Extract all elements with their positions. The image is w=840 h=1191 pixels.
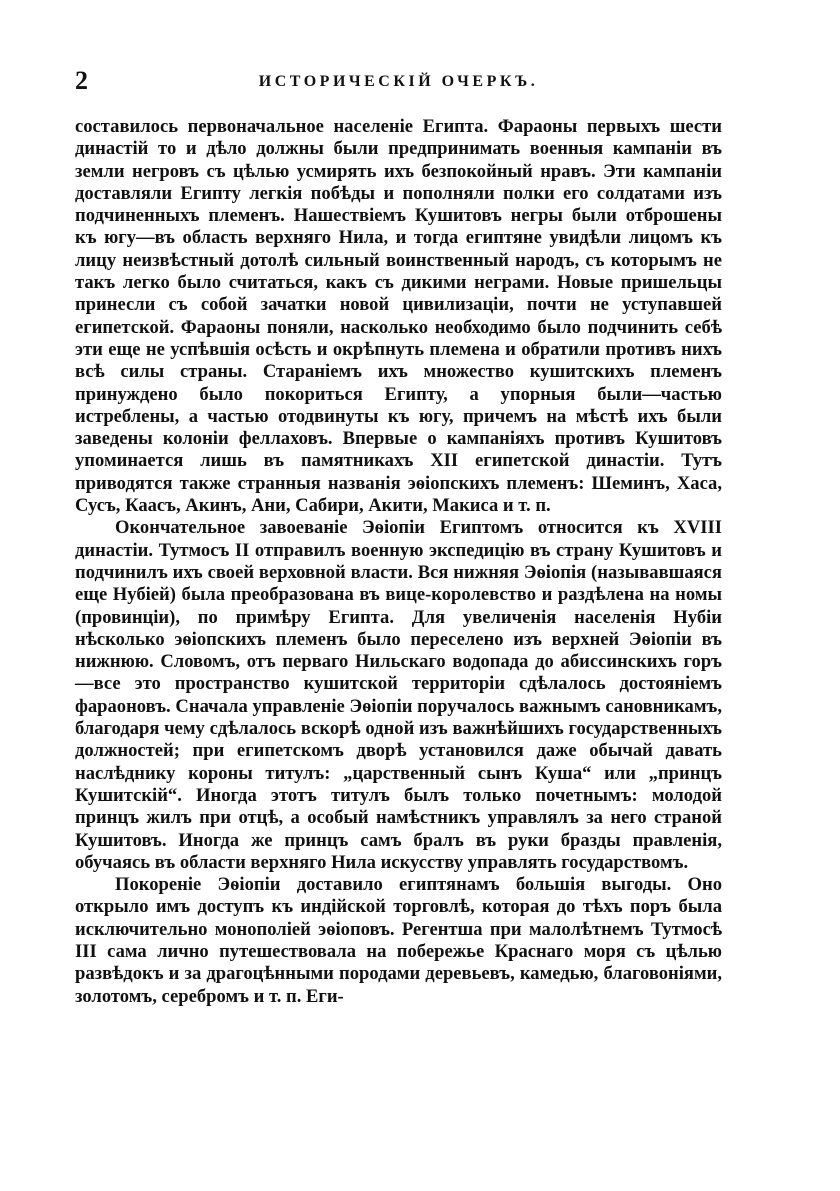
paragraph-1: составилось первоначальное населеніе Египта. Фараоны первыхъ шести династій то и дѣло должны были предпринимать военныя кампаніи въ земли негровъ съ цѣлью усмирять ихъ безпокойный нравъ. Эти кампаніи доставляли Египту легкія побѣды и пополняли полки его солдатами изъ подчиненныхъ племенъ. Нашествіемъ Кушитовъ негры были отброшены къ югу—въ область верхняго Нила, и тогда египтяне увидѣли лицомъ къ лицу неизвѣстный дотолѣ сильный воинственный народъ, съ которымъ не такъ легко было считаться, какъ съ дикими неграми. Новые пришельцы принесли съ собой зачатки новой цивилизаціи, почти не уступавшей египетской. Фараоны поняли, насколько необходимо было подчинить себѣ эти еще не успѣвшія осѣсть и окрѣпнуть племена и обратили противъ нихъ всѣ силы страны. Стараніемъ ихъ множество кушитскихъ племенъ принуждено было покориться Египту, а упорныя были—частью истреблены, а частью отодвинуты къ югу, причемъ на мѣстѣ ихъ были заведены колоніи феллаховъ. Впервые о кампаніяхъ противъ Кушитовъ упоминается лишь въ памятникахъ XII египетской династіи. Тутъ приводятся также странныя названія эѳіопскихъ племенъ: Шеминъ, Хаса, Сусъ, Каасъ, Акинъ, Ани, Сабири, Акити, Макиса и т. п. — [75, 116, 722, 517]
paragraph-3: Покореніе Эѳіопіи доставило египтянамъ большія выгоды. Оно открыло имъ доступъ къ индійской торговлѣ, которая до тѣхъ поръ была исключительно монополіей эѳіоповъ. Регентша при малолѣтнемъ Тутмосѣ III сама лично путешествовала на побережье Краснаго моря съ цѣлью развѣдокъ и за драгоцѣнными породами деревьевъ, камедью, благовоніями, золотомъ, серебромъ и т. п. Еги- — [75, 874, 722, 1007]
running-title: ИСТОРИЧЕСКІЙ ОЧЕРКЪ. — [258, 73, 539, 90]
book-page — [75, 66, 722, 1008]
page-header — [75, 66, 722, 100]
paragraph-2: Окончательное завоеваніе Эѳіопіи Египтомъ относится къ XVIII династіи. Тутмосъ II отправилъ военную экспедицію въ страну Кушитовъ и подчинилъ ихъ своей верховной власти. Вся нижняя Эѳіопія (называвшаяся еще Нубіей) была преобразована въ вице-королевство и раздѣлена на номы (провинціи), по примѣру Египта. Для увеличенія населенія Нубіи нѣсколько эѳіопскихъ племенъ было переселено изъ верхней Эѳіопіи въ нижнюю. Словомъ, отъ перваго Нильскаго водопада до абиссинскихъ горъ—все это пространство кушитской территоріи сдѣлалось достояніемъ фараоновъ. Сначала управленіе Эѳіопіи поручалось важнымъ сановникамъ, благодаря чему сдѣлалось вскорѣ одной изъ важнѣйшихъ государственныхъ должностей; при египетскомъ дворѣ установился даже обычай давать наслѣднику короны титулъ: „царственный сынъ Куша“ или „принцъ Кушитскій“. Иногда этотъ титулъ былъ только почетнымъ: молодой принцъ жилъ при отцѣ, а особый намѣстникъ управлялъ за него страной Кушитовъ. Иногда же принцъ самъ бралъ въ руки бразды правленія, обучаясь въ области верхняго Нила искусству управлять государствомъ. — [75, 517, 722, 873]
page-number: 2 — [75, 66, 88, 95]
body-text — [75, 116, 722, 1008]
